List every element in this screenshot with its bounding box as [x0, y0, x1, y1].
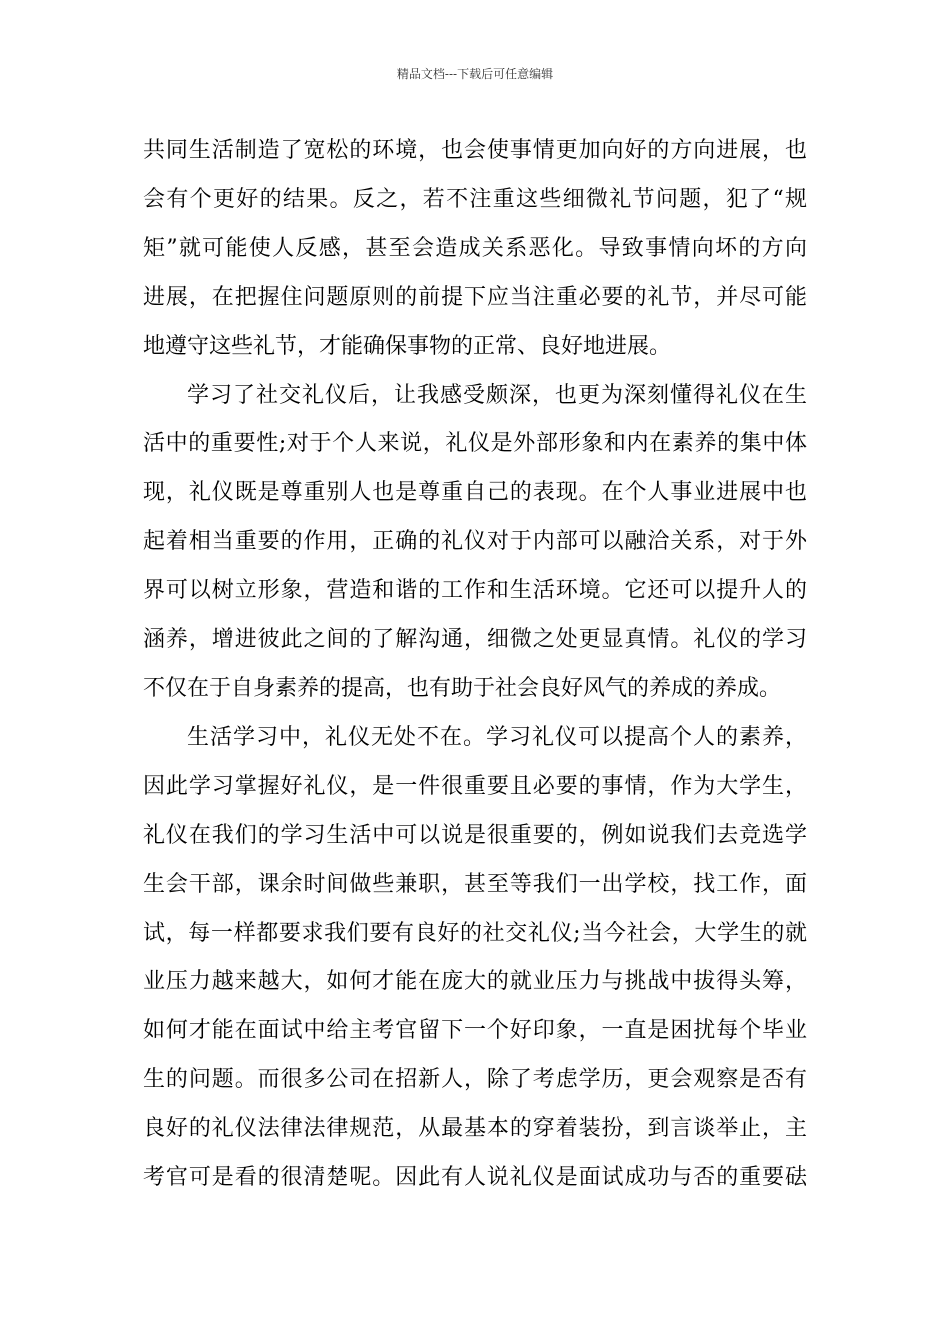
text-line: 业压力越来越大，如何才能在庞大的就业压力与挑战中拔得头筹，	[143, 969, 807, 995]
text-line: 礼仪在我们的学习生活中可以说是很重要的，例如说我们去竞选学	[143, 822, 807, 848]
text-line: 现，礼仪既是尊重别人也是尊重自己的表现。在个人事业进展中也	[143, 480, 807, 506]
text-line: 试，每一样都要求我们要有良好的社交礼仪;当今社会，大学生的就	[143, 920, 807, 946]
text-line: 因此学习掌握好礼仪，是一件很重要且必要的事情，作为大学生，	[143, 773, 807, 799]
text-line: 生的问题。而很多公司在招新人，除了考虑学历，更会观察是否有	[143, 1067, 807, 1093]
paragraph-3	[143, 714, 807, 1203]
paragraph-1	[143, 127, 807, 372]
document-body	[143, 127, 807, 1203]
text-line: 矩”就可能使人反感，甚至会造成关系恶化。导致事情向坏的方向	[143, 235, 807, 261]
text-line: 共同生活制造了宽松的环境，也会使事情更加向好的方向进展，也	[143, 138, 807, 163]
text-line: 会有个更好的结果。反之，若不注重这些细微礼节问题，犯了“规	[143, 186, 807, 212]
text-line: 界可以树立形象，营造和谐的工作和生活环境。它还可以提升人的	[143, 578, 807, 604]
text-line: 生活学习中，礼仪无处不在。学习礼仪可以提高个人的素养，	[187, 724, 807, 750]
text-line: 如何才能在面试中给主考官留下一个好印象，一直是困扰每个毕业	[143, 1018, 807, 1044]
text-line: 学习了社交礼仪后，让我感受颇深，也更为深刻懂得礼仪在生	[187, 382, 807, 408]
text-line: 起着相当重要的作用，正确的礼仪对于内部可以融洽关系，对于外	[143, 529, 807, 555]
text-line: 地遵守这些礼节，才能确保事物的正常、良好地进展。	[143, 333, 672, 359]
text-line: 生会干部，课余时间做些兼职，甚至等我们一出学校，找工作，面	[143, 871, 807, 897]
text-line: 考官可是看的很清楚呢。因此有人说礼仪是面试成功与否的重要砝	[143, 1165, 807, 1191]
text-line: 不仅在于自身素养的提高，也有助于社会良好风气的养成的养成。	[143, 675, 782, 701]
page-header: 精品文档---下载后可任意编辑	[396, 67, 554, 81]
text-line: 进展，在把握住问题原则的前提下应当注重必要的礼节，并尽可能	[143, 284, 807, 310]
text-line: 涵养，增进彼此之间的了解沟通，细微之处更显真情。礼仪的学习	[143, 627, 807, 653]
text-line: 良好的礼仪法律法律规范，从最基本的穿着装扮，到言谈举止，主	[143, 1116, 807, 1142]
paragraph-2	[143, 372, 807, 714]
text-line: 活中的重要性;对于个人来说，礼仪是外部形象和内在素养的集中体	[143, 431, 807, 457]
